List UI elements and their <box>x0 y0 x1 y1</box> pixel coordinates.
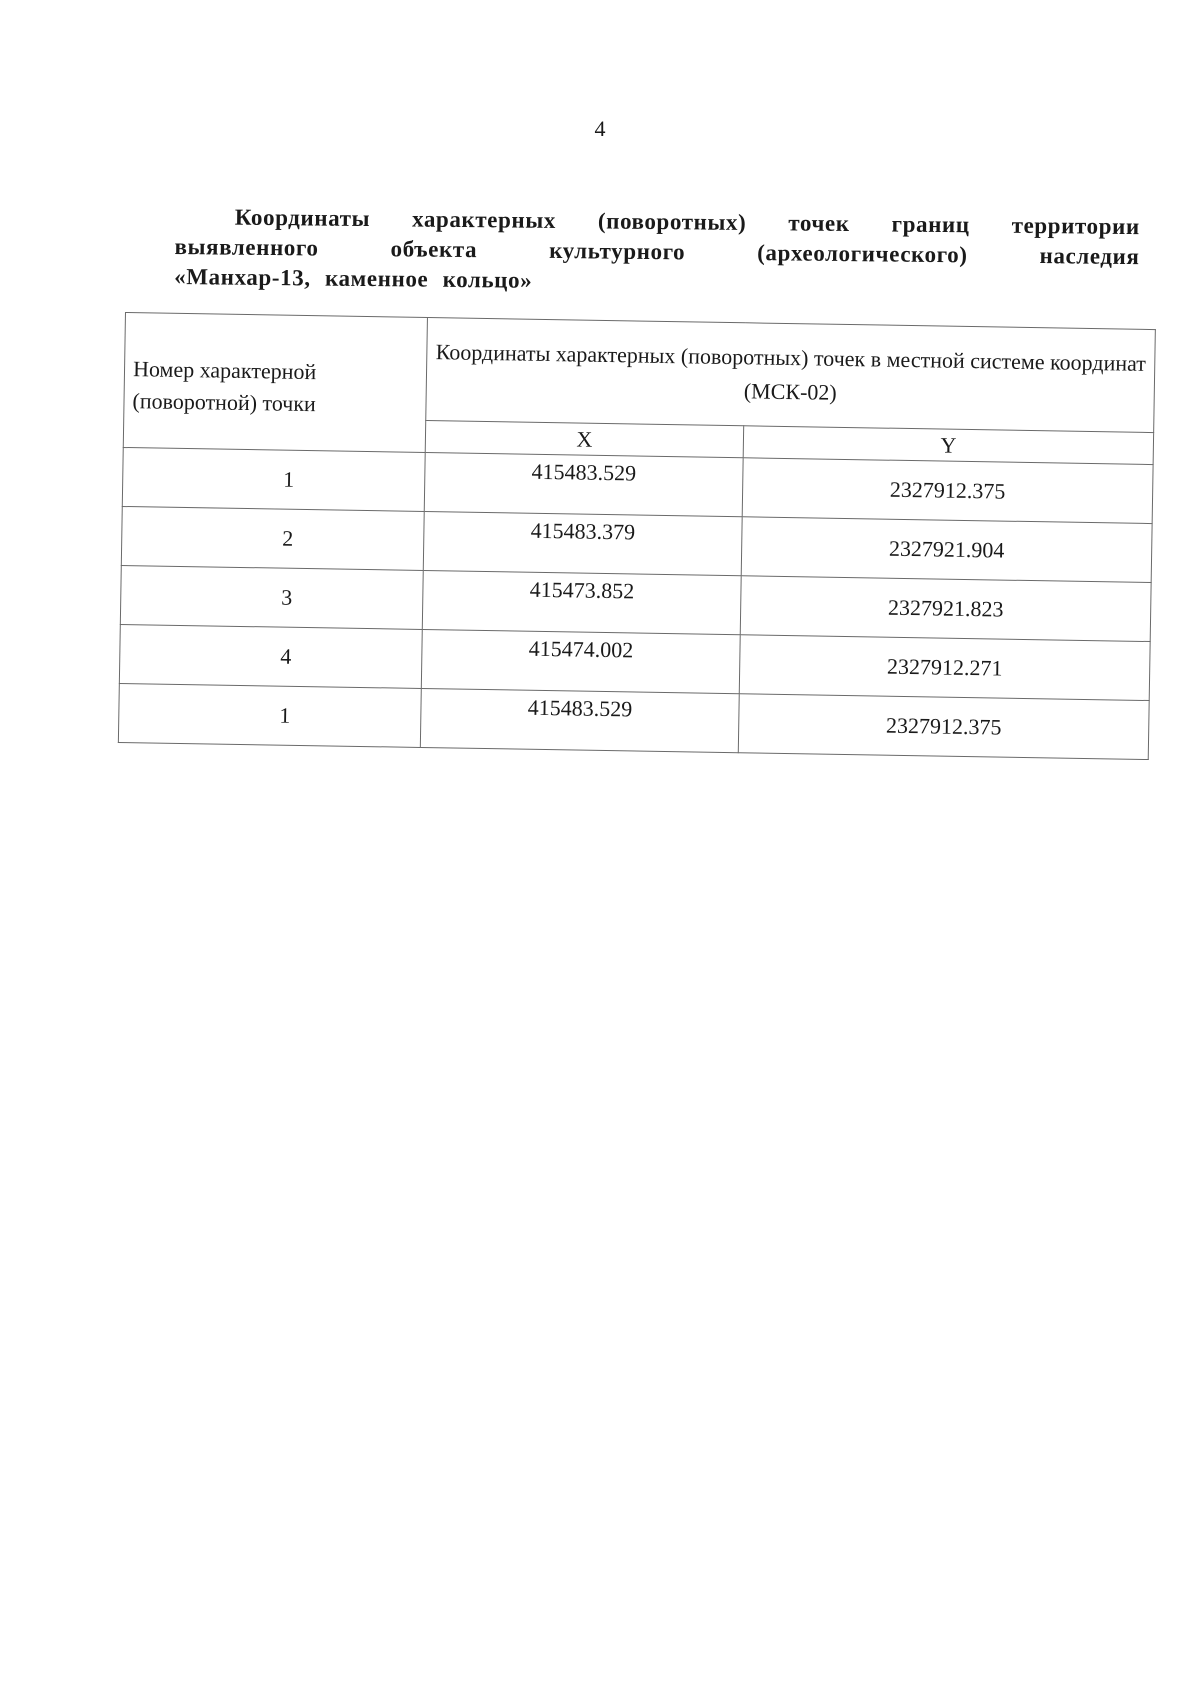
table-header-row <box>124 313 1156 433</box>
y-coordinate-cell: 2327912.375 <box>738 694 1149 760</box>
title-line-2: выявленного объекта культурного (археологического) наследия <box>174 233 1140 270</box>
header-coordinates: Координаты характерных (поворотных) точек в местной системе координат (МСК-02) <box>426 318 1156 433</box>
title-line-3: «Манхар-13, каменное кольцо» <box>174 263 533 293</box>
point-number-cell: 1 <box>118 683 421 747</box>
point-number-cell: 4 <box>119 624 422 688</box>
point-number-cell: 2 <box>121 506 424 570</box>
title-line-1: Координаты характерных (поворотных) точек границ территории <box>234 204 1140 240</box>
x-coordinate-cell: 415483.379 <box>423 511 742 575</box>
header-point-number: Номер характерной (поворотной) точки <box>123 313 427 453</box>
header-x: X <box>425 421 743 458</box>
header-y: Y <box>743 426 1153 464</box>
y-coordinate-cell: 2327912.375 <box>742 458 1153 524</box>
coordinates-table-wrapper <box>118 312 1155 760</box>
coordinates-table <box>118 312 1156 760</box>
point-number-cell: 1 <box>122 447 425 511</box>
page-number: 4 <box>594 116 606 141</box>
y-coordinate-cell: 2327912.271 <box>739 635 1150 701</box>
document-title <box>174 202 1140 302</box>
x-coordinate-cell: 415483.529 <box>420 688 739 752</box>
y-coordinate-cell: 2327921.823 <box>740 576 1151 642</box>
x-coordinate-cell: 415483.529 <box>424 452 743 516</box>
x-coordinate-cell: 415473.852 <box>422 570 741 634</box>
x-coordinate-cell: 415474.002 <box>421 629 740 693</box>
y-coordinate-cell: 2327921.904 <box>741 517 1152 583</box>
point-number-cell: 3 <box>120 565 423 629</box>
